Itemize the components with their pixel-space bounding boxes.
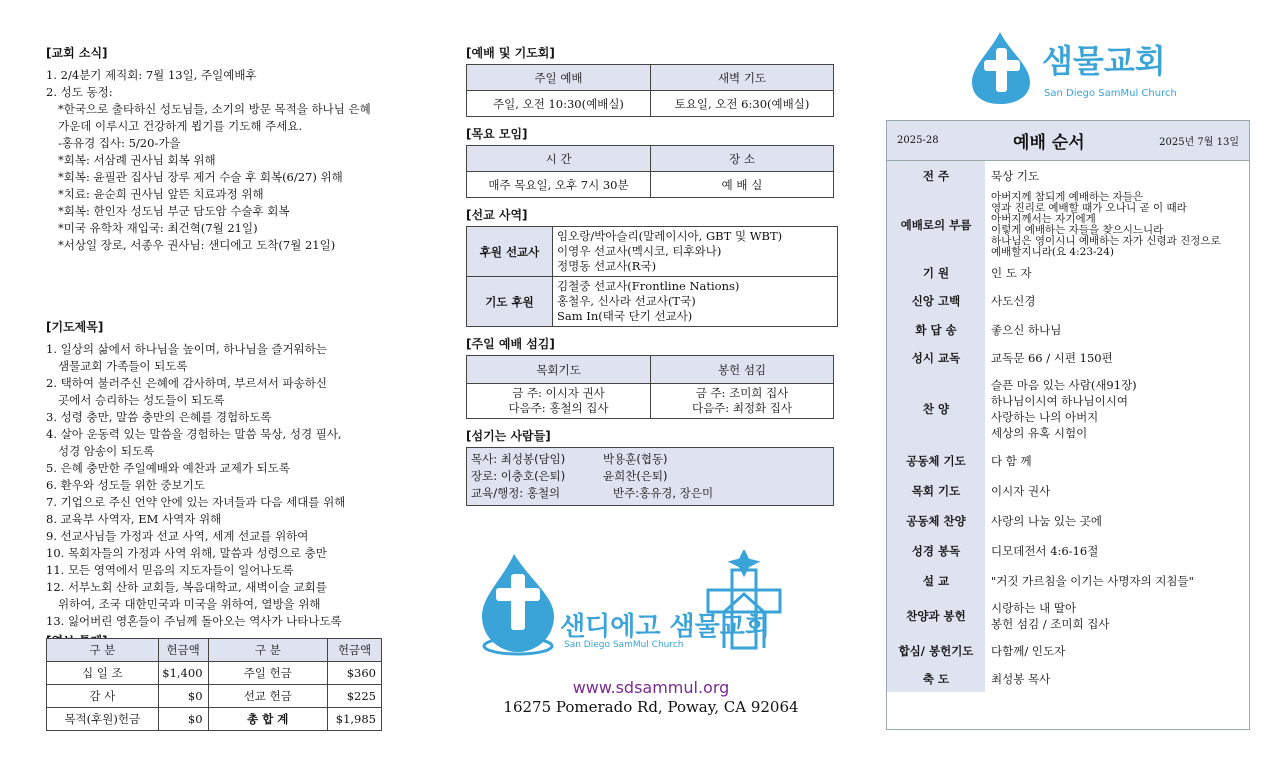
finance-header: 구 분 (208, 639, 327, 662)
finance-cell: 주일 헌금 (208, 662, 327, 685)
finance-header: 헌금액 (158, 639, 208, 662)
finance-cell: 목적(후원)헌금 (47, 708, 159, 731)
order-label: 기 원 (887, 259, 985, 286)
missions-line: 임오랑/박아슬리(말레이시아, GBT 및 WBT) (557, 229, 783, 243)
prayer-line: 8. 교육부 사역자, EM 사역자 위해 (46, 512, 222, 526)
prayer-line: 2. 택하여 불러주신 은혜에 감사하며, 부르셔서 파송하신 (46, 376, 327, 390)
thursday-cell: 매주 목요일, 오후 7시 30분 (467, 172, 651, 198)
news-line: 1. 2/4분기 제직회: 7월 13일, 주일예배후 (46, 68, 257, 82)
news-line: 가운데 이루시고 건강하게 뵙기를 기도해 주세요. (58, 119, 303, 133)
prayer-line: 10. 목회자들의 가정과 사역 위해, 말씀과 성령으로 충만 (46, 546, 327, 560)
prayer-title: [기도제목] (46, 320, 104, 334)
top-logo-korean: 샘물교회 (1042, 42, 1166, 80)
news-title: [교회 소식] (46, 46, 108, 60)
finance-cell: $360 (328, 662, 382, 685)
order-label: 전 주 (887, 161, 985, 191)
order-table (887, 161, 1249, 692)
worship-table (466, 64, 834, 117)
address: 16275 Pomerado Rd, Poway, CA 92064 (503, 698, 799, 716)
service-header: 목회기도 (467, 356, 651, 384)
news-line: *회복: 윤필관 집사님 장루 제거 수술 후 회복(6/27) 위해 (58, 170, 343, 184)
middle-column (466, 44, 836, 506)
center-logo (474, 550, 794, 660)
missions-title: [선교 사역] (466, 208, 528, 222)
order-label: 찬양과 봉헌 (887, 596, 985, 636)
worship-header: 새벽 기도 (651, 65, 834, 91)
servants-cell: 윤희찬(은퇴) (603, 469, 668, 483)
prayer-line: 샘물교회 가족들이 되도록 (58, 359, 188, 373)
missions-table (466, 226, 838, 327)
thursday-title: [목요 모임] (466, 127, 528, 141)
finance-section (46, 638, 382, 731)
finance-header: 헌금액 (328, 639, 382, 662)
order-label: 공동체 기도 (887, 446, 985, 476)
thursday-cell: 예 배 실 (651, 172, 834, 198)
news-line: *회복: 한인자 성도님 부군 담도암 수술후 회복 (58, 204, 290, 218)
missions-line: 홍철우, 신사라 선교사(T국) (557, 294, 696, 308)
service-line: 금 주: 이시자 권사 (512, 386, 605, 400)
top-logo-english: San Diego SamMul Church (1044, 88, 1177, 99)
prayer-line: 곳에서 승리하는 성도들이 되도록 (58, 393, 225, 407)
prayer-line: 12. 서부노회 산하 교회들, 복음대학교, 새벽이슬 교회를 (46, 580, 327, 594)
prayer-line: 5. 은혜 충만한 주일예배와 예찬과 교제가 되도록 (46, 461, 290, 475)
finance-cell: $0 (158, 685, 208, 708)
order-value-line: 아버지께서는 자기에게 (991, 213, 1096, 225)
missions-label: 기도 후원 (467, 277, 553, 327)
servants-cell: 교육/행정: 홍철의 (471, 486, 561, 500)
top-logo (966, 30, 1186, 110)
worship-title: [예배 및 기도회] (466, 46, 555, 60)
finance-cell: $1,985 (328, 708, 382, 731)
order-value-line: 디모데전서 4:6-16절 (991, 544, 1099, 558)
order-value-line: 영과 진리로 예배할 때가 오나니 곧 이 때라 (991, 202, 1187, 214)
missions-line: 정명동 선교사(R국) (557, 259, 657, 273)
order-label: 신앙 고백 (887, 286, 985, 316)
service-header: 봉헌 섬김 (651, 356, 834, 384)
center-logo-korean: 샌디에고 샘물교회 (560, 612, 770, 642)
order-value-line: 하나님은 영이시니 예배하는 자가 신령과 진정으로 (991, 235, 1221, 247)
finance-cell: 총 합 계 (208, 708, 327, 731)
order-label: 성시 교독 (887, 344, 985, 372)
order-value-line: 이시자 권사 (991, 484, 1051, 498)
worship-header: 주일 예배 (467, 65, 651, 91)
missions-label: 후원 선교사 (467, 227, 553, 277)
order-value-line: 다 함 께 (991, 454, 1032, 468)
news-line: *미국 유학차 재입국: 최건혁(7월 21일) (58, 221, 258, 235)
news-line: *서상일 장로, 서종우 권사님: 샌디에고 도착(7월 21일) (58, 238, 336, 252)
finance-table (46, 638, 382, 731)
servants-cell: 목사: 최성봉(담임) (471, 452, 566, 466)
servants-table (466, 447, 834, 506)
news-line: *회복: 서삼례 권사님 회복 위해 (58, 153, 216, 167)
left-column (46, 44, 426, 254)
order-title: 예배 순서 (1013, 133, 1085, 153)
service-line: 다음주: 최정화 집사 (691, 401, 793, 415)
servants-cell: 반주:홍유경, 장은미 (613, 486, 714, 500)
finance-cell: 선교 헌금 (208, 685, 327, 708)
order-number: 2025-28 (897, 135, 939, 146)
news-line: *한국으로 출타하신 성도님들, 소기의 방문 목적을 하나님 은혜 (58, 102, 371, 116)
prayer-line: 3. 성령 충만, 말씀 충만의 은혜를 경험하도록 (46, 410, 272, 424)
order-value-line: 좋으신 하나님 (991, 323, 1062, 337)
prayer-line: 6. 환우와 성도들 위한 중보기도 (46, 478, 205, 492)
order-value-line: 교독문 66 / 시편 150편 (991, 351, 1113, 365)
missions-line: 김철중 선교사(Frontline Nations) (557, 279, 740, 293)
prayer-line: 위하여, 조국 대한민국과 미국을 위하여, 열방을 위해 (58, 597, 321, 611)
order-value-line: 봉헌 섬김 / 조미희 집사 (991, 617, 1110, 631)
order-panel (886, 120, 1250, 730)
missions-line: 이영우 선교사(멕시코, 티후와나) (557, 244, 722, 258)
servants-title: [섬기는 사람들] (466, 429, 551, 443)
prayer-line: 4. 살아 운동력 있는 말씀을 경험하는 말씀 묵상, 성경 필사, (46, 427, 342, 441)
thursday-header: 장 소 (651, 146, 834, 172)
news-list (46, 67, 426, 254)
finance-cell: $0 (158, 708, 208, 731)
servants-cell: 장로: 이충호(은퇴) (471, 469, 566, 483)
thursday-header: 시 간 (467, 146, 651, 172)
finance-header: 구 분 (47, 639, 159, 662)
prayer-line: 1. 일상의 삶에서 하나님을 높이며, 하나님을 즐거워하는 (46, 342, 327, 356)
servants-cell: 박용훈(협동) (603, 452, 668, 466)
order-label: 찬 양 (887, 372, 985, 446)
finance-cell: $1,400 (158, 662, 208, 685)
order-value-line: 인 도 자 (991, 265, 1032, 280)
finance-cell: 십 일 조 (47, 662, 159, 685)
prayer-line: 성경 암송이 되도록 (58, 444, 155, 458)
order-label: 예배로의 부름 (887, 191, 985, 259)
order-value-line: 이렇게 예배하는 자들을 찾으시느니라 (991, 224, 1164, 236)
news-line: *치료: 윤순희 권사님 앞뜬 치료과정 위해 (58, 187, 264, 201)
order-value-line: 최성봉 목사 (991, 672, 1051, 686)
order-label: 성경 봉독 (887, 536, 985, 566)
order-value-line: 하나님이시여 하나님이시여 (991, 394, 1128, 408)
news-line: 2. 성도 동정: (46, 85, 113, 99)
center-logo-english: San Diego SamMul Church (564, 640, 684, 650)
order-value-line: 사랑의 나눔 있는 곳에 (991, 514, 1102, 528)
finance-cell: $225 (328, 685, 382, 708)
order-label: 합심/ 봉헌기도 (887, 636, 985, 666)
order-value-line: 예배할지니라(요 4:23-24) (991, 246, 1115, 258)
prayer-line: 13. 잃어버린 영혼들이 주님께 돌아오는 역사가 나타나도록 (46, 614, 342, 628)
order-label: 설 교 (887, 566, 985, 596)
order-value-line: 시랑하는 내 딸아 (991, 601, 1077, 615)
order-header (887, 121, 1249, 161)
order-value-line: 다함께/ 인도자 (991, 644, 1066, 658)
order-value-line: "거짓 가르침을 이기는 사명자의 지침들" (991, 574, 1194, 588)
prayer-section (46, 318, 426, 655)
service-table (466, 355, 834, 419)
order-value-line: 묵상 기도 (991, 169, 1040, 183)
order-date: 2025년 7월 13일 (1159, 137, 1239, 148)
order-value-line: 슬픈 마음 있는 사람(새91장) (991, 378, 1137, 392)
service-title: [주일 예배 섬김] (466, 337, 555, 351)
order-value-line: 사도신경 (991, 294, 1036, 308)
order-label: 축 도 (887, 666, 985, 692)
order-value-line: 아버지께 참되게 예배하는 자들은 (991, 191, 1144, 203)
order-label: 화 답 송 (887, 316, 985, 344)
order-value-line: 사랑하는 나의 아버지 (991, 410, 1099, 424)
website-link[interactable]: www.sdsammul.org (572, 678, 730, 697)
order-value-line: 세상의 유혹 시험이 (991, 426, 1088, 440)
order-label: 목회 기도 (887, 476, 985, 506)
finance-cell: 감 사 (47, 685, 159, 708)
prayer-line: 9. 선교사님들 가정과 선교 사역, 세계 선교를 위하여 (46, 529, 309, 543)
prayer-line: 7. 기업으로 주신 언약 안에 있는 자녀들과 다음 세대를 위해 (46, 495, 346, 509)
worship-cell: 주일, 오전 10:30(예배실) (467, 91, 651, 117)
worship-cell: 토요일, 오전 6:30(예배실) (651, 91, 834, 117)
water-drop-cross-logo-icon (966, 30, 1036, 106)
news-line: -홍유경 집사: 5/20-가을 (58, 136, 181, 150)
prayer-line: 11. 모든 영역에서 믿음의 지도자들이 일어나도록 (46, 563, 294, 577)
prayer-list (46, 341, 426, 630)
thursday-table (466, 145, 834, 198)
service-line: 다음주: 홍철의 집사 (508, 401, 609, 415)
missions-line: Sam In(태국 단기 선교사) (557, 309, 693, 323)
order-label: 공동체 찬양 (887, 506, 985, 536)
service-line: 금 주: 조미희 집사 (695, 386, 789, 400)
